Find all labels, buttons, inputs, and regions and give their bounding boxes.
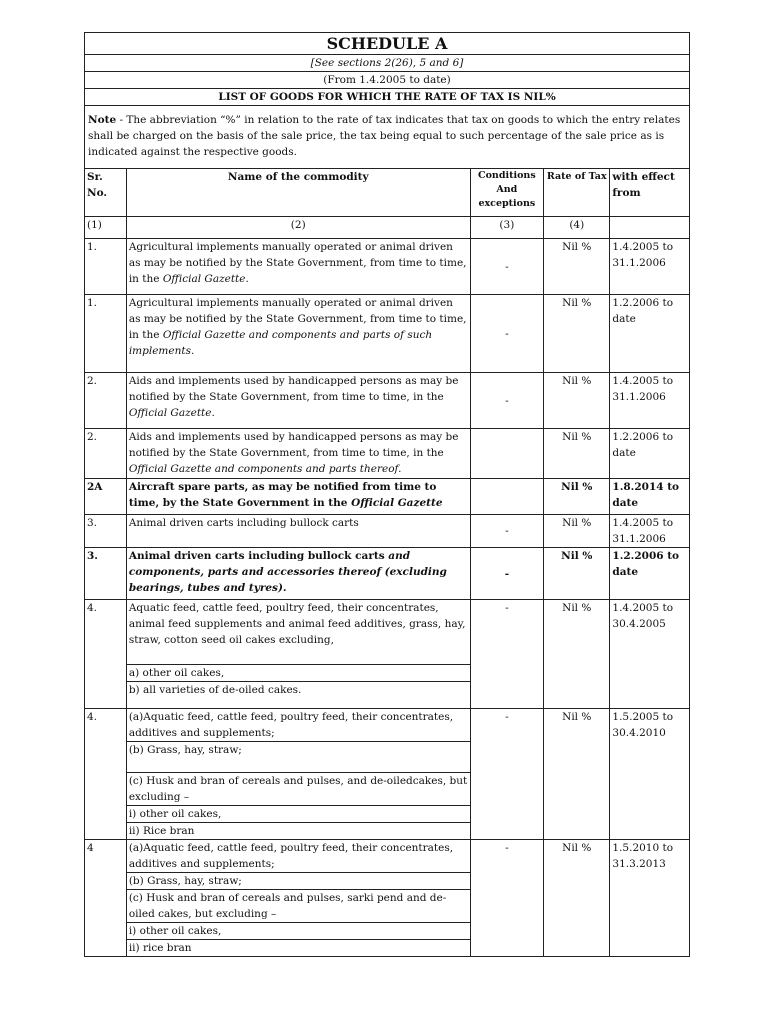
- row-rate: Nil %: [544, 840, 610, 957]
- row-effect: 1.2.2006 to date: [610, 548, 690, 600]
- table-row: [85, 429, 690, 479]
- commodity-line: ii) rice bran: [128, 942, 192, 954]
- row-conditions: [470, 429, 543, 479]
- commodity-line: ii) Rice bran: [128, 825, 195, 837]
- col-num-3: (3): [470, 217, 543, 239]
- row-rate: Nil %: [544, 600, 610, 709]
- table-row: [85, 600, 690, 709]
- col-num-1: (1): [85, 217, 127, 239]
- row-commodity: [126, 515, 470, 548]
- row-conditions: -: [470, 840, 543, 957]
- row-commodity: [126, 600, 470, 709]
- col-head-conditions: Conditions And exceptions: [470, 169, 543, 217]
- row-effect: 1.5.2010 to 31.3.2013: [610, 840, 690, 957]
- table-row: [85, 548, 690, 600]
- table-row: [85, 479, 690, 515]
- schedule-title: SCHEDULE A: [85, 33, 690, 55]
- row-rate: Nil %: [544, 515, 610, 548]
- commodity-tail: .: [211, 407, 215, 419]
- row-effect: 1.5.2005 to 30.4.2010: [610, 709, 690, 840]
- row-effect: 1.4.2005 to 31.1.2006: [610, 239, 690, 295]
- row-commodity: [126, 373, 470, 429]
- commodity-italic: Official Gazette: [162, 273, 246, 285]
- table-row: [85, 373, 690, 429]
- col-num-5: [610, 217, 690, 239]
- row-conditions: -: [470, 515, 543, 548]
- row-commodity: [126, 239, 470, 295]
- row-rate: Nil %: [544, 295, 610, 373]
- note-label: Note: [88, 114, 117, 126]
- commodity-line: i) other oil cakes,: [127, 806, 470, 823]
- col-num-2: (2): [126, 217, 470, 239]
- commodity-italic: Official Gazette: [351, 497, 443, 509]
- col-head-name: Name of the commodity: [126, 169, 470, 217]
- row-rate: Nil %: [544, 479, 610, 515]
- row-rate: Nil %: [544, 373, 610, 429]
- row-sr: 1.: [85, 295, 127, 373]
- col-head-rate: Rate of Tax: [544, 169, 610, 217]
- table-row: [85, 295, 690, 373]
- commodity-line: (c) Husk and bran of cereals and pulses, and de-oiledcakes, but excluding –: [127, 773, 470, 806]
- row-rate: Nil %: [544, 548, 610, 600]
- row-sr: 3.: [85, 515, 127, 548]
- table-row: [85, 709, 690, 840]
- row-effect: 1.4.2005 to 31.1.2006: [610, 515, 690, 548]
- row-effect: 1.2.2006 to date: [610, 295, 690, 373]
- table-row: [85, 239, 690, 295]
- commodity-line: a) other oil cakes,: [127, 665, 470, 682]
- row-sr: 4: [85, 840, 127, 957]
- commodity-line: (b) Grass, hay, straw;: [127, 742, 470, 773]
- note-paragraph: [85, 106, 690, 169]
- commodity-text: Aircraft spare parts, as may be notified from time to time, by the State Government in the: [128, 481, 437, 509]
- row-rate: Nil %: [544, 239, 610, 295]
- row-conditions: -: [470, 600, 543, 709]
- commodity-tail: .: [245, 273, 249, 285]
- commodity-italic: and components, parts and accessories thereof (excluding bearings, tubes and tyres).: [128, 550, 447, 594]
- commodity-line: Aquatic feed, cattle feed, poultry feed, their concentrates, animal feed supplements and animal feed additives, grass, hay, straw, cotton seed oil cakes excluding,: [127, 600, 470, 665]
- commodity-text: Animal driven carts including bullock carts: [128, 550, 389, 562]
- commodity-line: (a)Aquatic feed, cattle feed, poultry feed, their concentrates, additives and supplements;: [127, 840, 470, 873]
- row-effect: 1.4.2005 to 30.4.2005: [610, 600, 690, 709]
- note-text: - The abbreviation “%” in relation to the rate of tax indicates that tax on goods to which the entry relates shall be charged on the basis of the sale price, the tax being equal to such percentage of the sale price as is indicated against the respective goods.: [88, 114, 681, 158]
- row-conditions: -: [470, 373, 543, 429]
- commodity-line: (b) Grass, hay, straw;: [127, 873, 470, 890]
- commodity-text: Agricultural implements manually operated or animal driven as may be notified by the State Government, from time to time, in the: [128, 241, 467, 285]
- row-commodity: [126, 429, 470, 479]
- row-sr: 1.: [85, 239, 127, 295]
- commodity-italic: Official Gazette: [128, 407, 212, 419]
- row-commodity: [126, 295, 470, 373]
- row-sr: 2.: [85, 429, 127, 479]
- schedule-table: [84, 32, 690, 957]
- row-commodity: [126, 479, 470, 515]
- list-title: LIST OF GOODS FOR WHICH THE RATE OF TAX IS NIL%: [85, 89, 690, 106]
- row-sr: 4.: [85, 600, 127, 709]
- row-rate: Nil %: [544, 709, 610, 840]
- commodity-text: Aids and implements used by handicapped persons as may be notified by the State Government, from time to time, in the: [128, 375, 459, 403]
- col-num-4: (4): [544, 217, 610, 239]
- row-sr: 2A: [85, 479, 127, 515]
- commodity-italic: Official Gazette and components and parts thereof.: [128, 463, 402, 475]
- row-commodity: [126, 840, 470, 957]
- col-head-effect: with effect from: [610, 169, 690, 217]
- row-conditions: -: [470, 239, 543, 295]
- commodity-text: Animal driven carts including bullock carts: [128, 517, 359, 529]
- commodity-line: i) other oil cakes,: [127, 923, 470, 940]
- commodity-line: (c) Husk and bran of cereals and pulses, sarki pend and de-oiled cakes, but excluding –: [127, 890, 470, 923]
- row-effect: 1.2.2006 to date: [610, 429, 690, 479]
- sections-reference: [See sections 2(26), 5 and 6]: [85, 55, 690, 72]
- commodity-line: (a)Aquatic feed, cattle feed, poultry feed, their concentrates, additives and supplements;: [127, 709, 470, 742]
- row-conditions: -: [470, 709, 543, 840]
- row-conditions: -: [470, 295, 543, 373]
- row-effect: 1.4.2005 to 31.1.2006: [610, 373, 690, 429]
- period-line: (From 1.4.2005 to date): [85, 72, 690, 89]
- row-sr: 3.: [85, 548, 127, 600]
- commodity-text: Agricultural implements manually operated or animal driven as may be notified by the State Government, from time to time, in the: [128, 297, 467, 341]
- schedule-document: [84, 32, 690, 957]
- row-commodity: [126, 709, 470, 840]
- row-conditions: [470, 479, 543, 515]
- row-sr: 4.: [85, 709, 127, 840]
- row-effect: 1.8.2014 to date: [610, 479, 690, 515]
- table-row: [85, 515, 690, 548]
- row-sr: 2.: [85, 373, 127, 429]
- commodity-line: b) all varieties of de-oiled cakes.: [128, 684, 302, 696]
- col-head-sr: Sr. No.: [85, 169, 127, 217]
- table-row: [85, 840, 690, 957]
- commodity-text: Aids and implements used by handicapped persons as may be notified by the State Government, from time to time, in the: [128, 431, 459, 459]
- row-commodity: [126, 548, 470, 600]
- row-conditions: -: [470, 548, 543, 600]
- row-rate: Nil %: [544, 429, 610, 479]
- commodity-italic: Official Gazette and components and parts of such implements.: [128, 329, 433, 357]
